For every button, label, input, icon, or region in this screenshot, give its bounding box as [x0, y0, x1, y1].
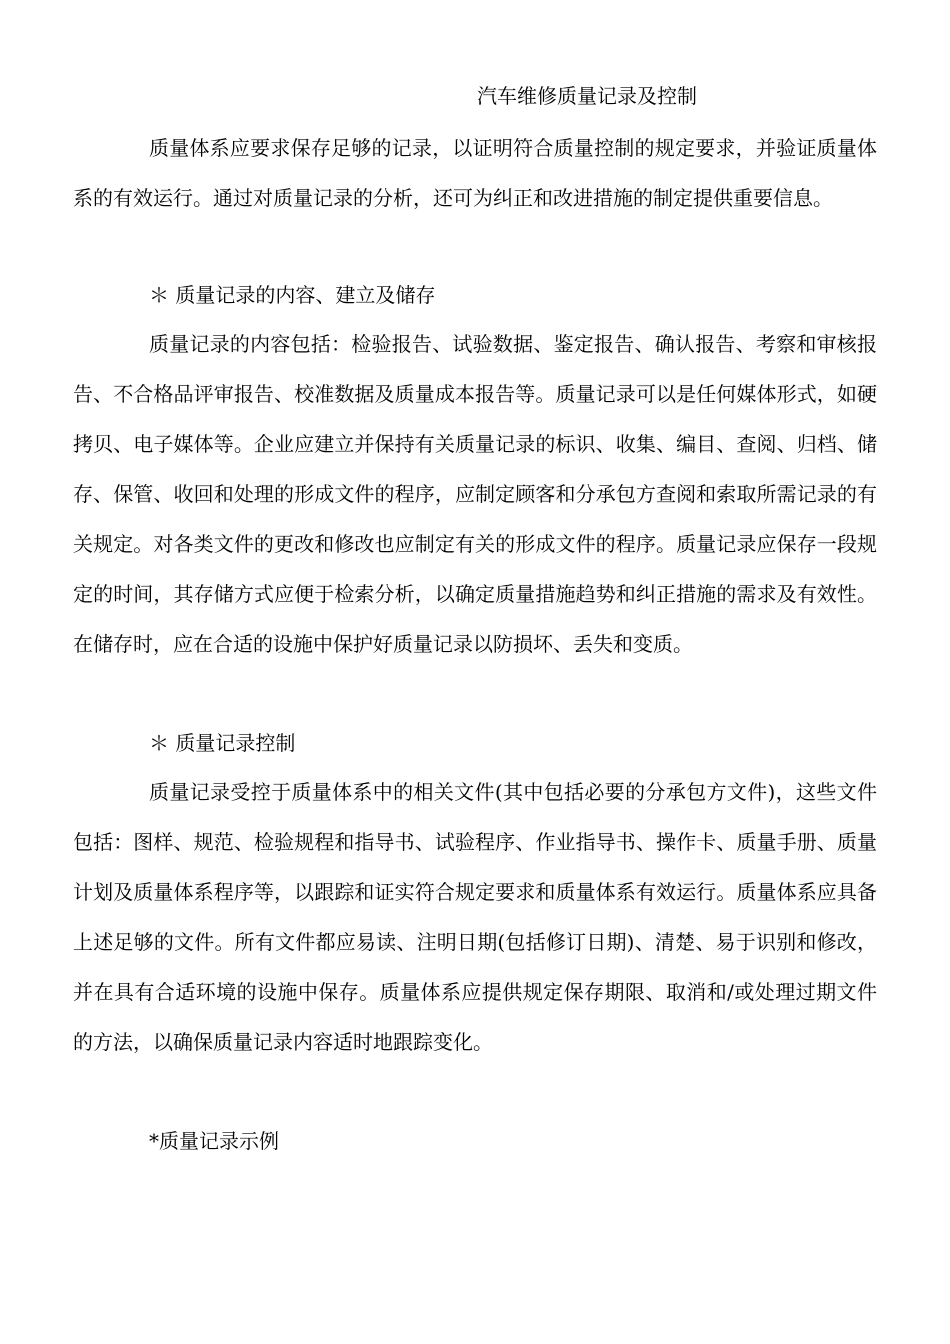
document-title: 汽车维修质量记录及控制	[477, 84, 697, 108]
record-control-paragraph: 质量记录受控于质量体系中的相关文件(其中包括必要的分承包方文件)，这些文件包括：图样、规范、检验规程和指导书、试验程序、作业指导书、操作卡、质量手册、质量计划及质量体系程序等，以跟踪和证实符合规定要求和质量体系有效运行。质量体系应具备上述足够的文件。所有文件都应易读、注明日期(包括修订日期)、清楚、易于识别和修改，并在具有合适环境的设施中保存。质量体系应提供规定保存期限、取消和/或处理过期文件的方法，以确保质量记录内容适时地跟踪变化。	[73, 780, 877, 1054]
section-heading-record-control: ＊ 质量记录控制	[149, 731, 296, 755]
content-storage-paragraph: 质量记录的内容包括：检验报告、试验数据、鉴定报告、确认报告、考察和审核报告、不合格品评审报告、校准数据及质量成本报告等。质量记录可以是任何媒体形式，如硬拷贝、电子媒体等。企业应建立并保持有关质量记录的标识、收集、编目、查阅、归档、储存、保管、收回和处理的形成文件的程序，应制定顾客和分承包方查阅和索取所需记录的有关规定。对各类文件的更改和修改也应制定有关的形成文件的程序。质量记录应保存一段规定的时间，其存储方式应便于检索分析，以确定质量措施趋势和纠正措施的需求及有效性。在储存时，应在合适的设施中保护好质量记录以防损坏、丢失和变质。	[73, 332, 877, 656]
section-heading-record-examples: *质量记录示例	[149, 1129, 279, 1153]
section-heading-content-storage: ＊ 质量记录的内容、建立及储存	[149, 283, 436, 307]
intro-paragraph: 质量体系应要求保存足够的记录，以证明符合质量控制的规定要求，并验证质量体系的有效运行。通过对质量记录的分析，还可为纠正和改进措施的制定提供重要信息。	[73, 136, 877, 210]
